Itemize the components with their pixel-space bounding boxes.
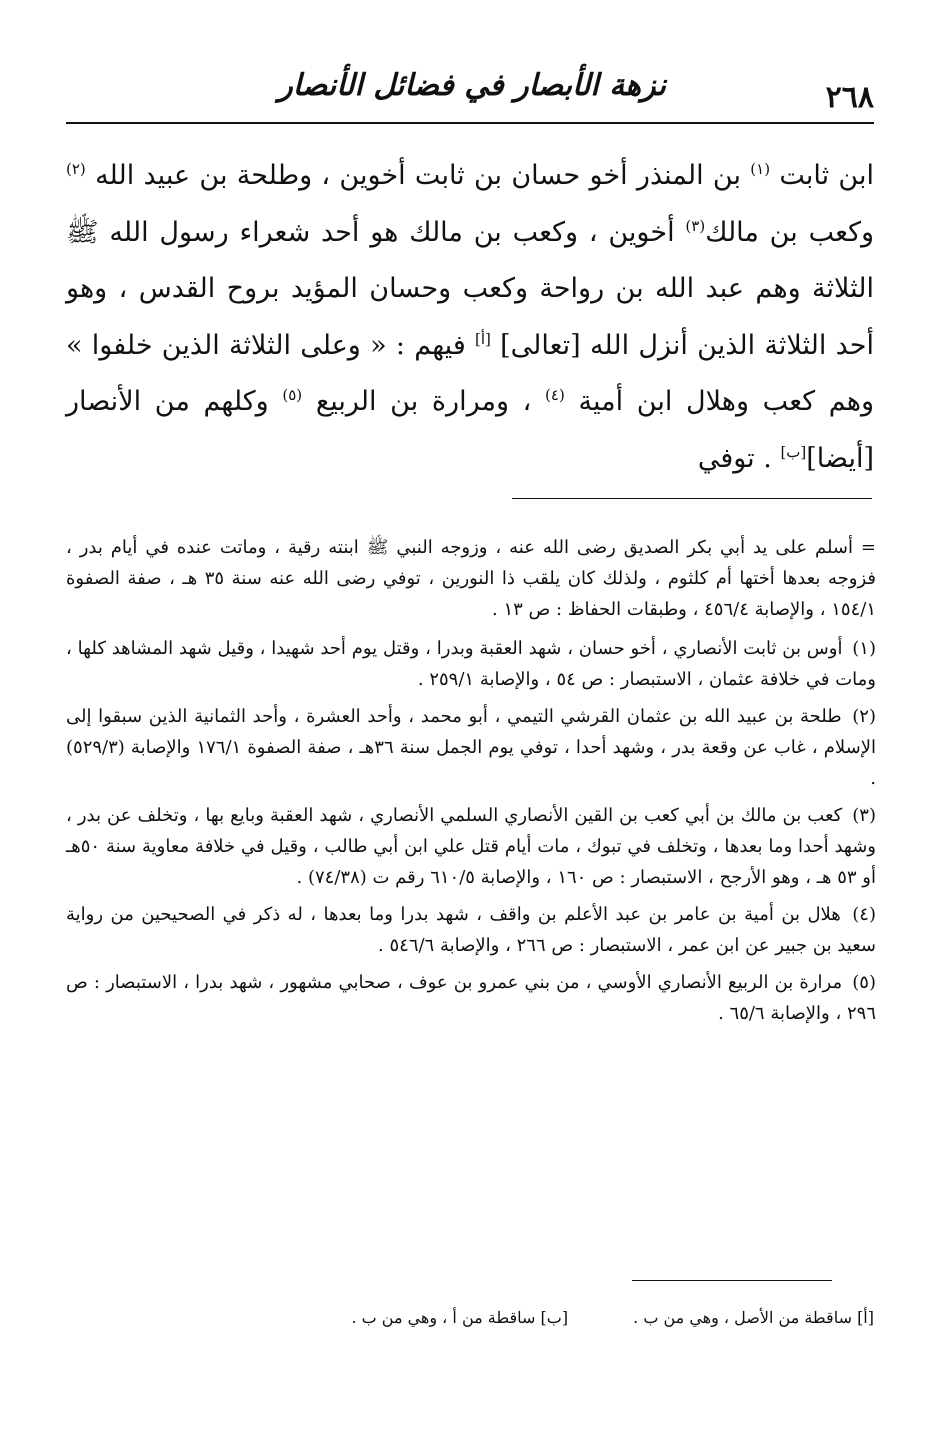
footnote-number: (٥) [852, 972, 876, 993]
running-header [66, 56, 874, 126]
book-title: نزهة الأبصار في فضائل الأنصار [278, 68, 666, 103]
footnotes [66, 532, 876, 1035]
footnote-number: (٤) [852, 904, 876, 925]
footnote-ref-3[interactable]: (٣) [685, 216, 706, 235]
footnote-number: (٣) [852, 805, 876, 826]
manuscript-ref-b[interactable]: [ب] [780, 442, 807, 461]
footnote-4 [66, 899, 876, 961]
footnote-1 [66, 633, 876, 695]
footnote-text: هلال بن أمية بن عامر بن عبد الأعلم بن واقف ، شهد بدرا وما بعدها ، له ذكر في الصحيحين من رواية سعيد بن جبير عن ابن عمر ، الاستبصار : ص ٢٦٦ ، والإصابة ٥٤٦/٦ . [66, 904, 876, 956]
footnote-text: طلحة بن عبيد الله بن عثمان القرشي التيمي ، أبو محمد ، وأحد العشرة ، وأحد الثمانية الذين سبقوا إلى الإسلام ، غاب عن وقعة بدر ، وشهد أحدا ، توفي يوم الجمل سنة ٣٦هـ ، صفة الصفوة ١٧٦/١ والإصابة (٥٢٩/٣) . [66, 706, 876, 789]
footnote-text: كعب بن مالك بن أبي كعب بن القين الأنصاري السلمي الأنصاري ، شهد العقبة وبايع بها ، وتخلف عن بدر ، وشهد أحدا وما بعدها ، وتخلف في تبوك ، مات أيام قتل علي ابن أبي طالب ، وقيل في خلافة معاوية سنة ٥٠هـ أو ٥٣ هـ ، وهو الأرجح ، الاستبصار : ص ١٦٠ ، والإصابة ٦١٠/٥ رقم ت (٧٤/٣٨) . [66, 805, 876, 888]
footnote-ref-2[interactable]: (٢) [66, 160, 86, 178]
footnote-number: (٢) [852, 706, 876, 727]
footnote-ref-5[interactable]: (٥) [282, 386, 303, 404]
footnote-text: مرارة بن الربيع الأنصاري الأوسي ، من بني عمرو بن عوف ، صحابي مشهور ، شهد بدرا ، الاستبصار : ص ٢٩٦ ، والإصابة ٦٥/٦ . [66, 972, 876, 1024]
footnote-ref-1[interactable]: (١) [750, 160, 771, 178]
footnote-2 [66, 701, 876, 794]
footnote-5 [66, 967, 876, 1029]
manuscript-ref-a[interactable]: [أ] [474, 329, 491, 348]
footnote-ref-4[interactable]: (٤) [545, 386, 565, 404]
page-number: ٢٦٨ [825, 80, 874, 115]
footnote-continued: = أسلم على يد أبي بكر الصديق رضى الله عنه ، وزوجه النبي ﷺ ابنته رقية ، وماتت عنده في أيام بدر ، فزوجه بعدها أختها أم كلثوم ، ولذلك كان يلقب ذا النورين ، توفي رضى الله عنه سنة ٣٥ هـ ، صفة الصفوة ١٥٤/١ ، والإصابة ٤٥٦/٤ ، وطبقات الحفاظ : ص ١٣ . [66, 537, 876, 620]
manuscript-note-a: [أ] ساقطة من الأصل ، وهي من ب . [633, 1308, 874, 1327]
manuscript-note-b: [ب] ساقطة من أ ، وهي من ب . [351, 1308, 569, 1327]
manuscript-notes [66, 1304, 874, 1332]
main-text [66, 148, 874, 487]
footnote-text: أوس بن ثابت الأنصاري ، أخو حسان ، شهد العقبة وبدرا ، وقتل يوم أحد شهيدا ، وقيل شهد المشاهد كلها ، ومات في خلافة عثمان ، الاستبصار : ص ٥٤ ، والإصابة ٢٥٩/١ . [66, 638, 876, 690]
main-paragraph: ابن ثابت $^{(١)}$ بن المنذر أخو حسان بن ثابت أخوين ، وطلحة بن عبيد الله $^{(٢)}$ وكعب بن مالك$^{(٣)}$ أخوين ، وكعب بن مالك هو أحد شعراء رسول الله ﷺ الثلاثة وهم عبد الله بن رواحة وكعب وحسان المؤيد بروح القدس ، وهو أحد الثلاثة الذين أنزل الله [تعالى] [أ] فيهم : « وعلى الثلاثة الذين خلفوا » وهم كعب وهلال ابن أمية $^{(٤)}$ ، ومرارة بن الربيع $^{(٥)}$ وكلهم من الأنصار [أيضا][ب] . توفي [66, 160, 874, 474]
footnote-separator [512, 498, 872, 499]
header-divider [66, 122, 874, 124]
manuscript-notes-separator [632, 1280, 832, 1281]
footnote-3 [66, 800, 876, 893]
footnote-number: (١) [852, 638, 876, 659]
